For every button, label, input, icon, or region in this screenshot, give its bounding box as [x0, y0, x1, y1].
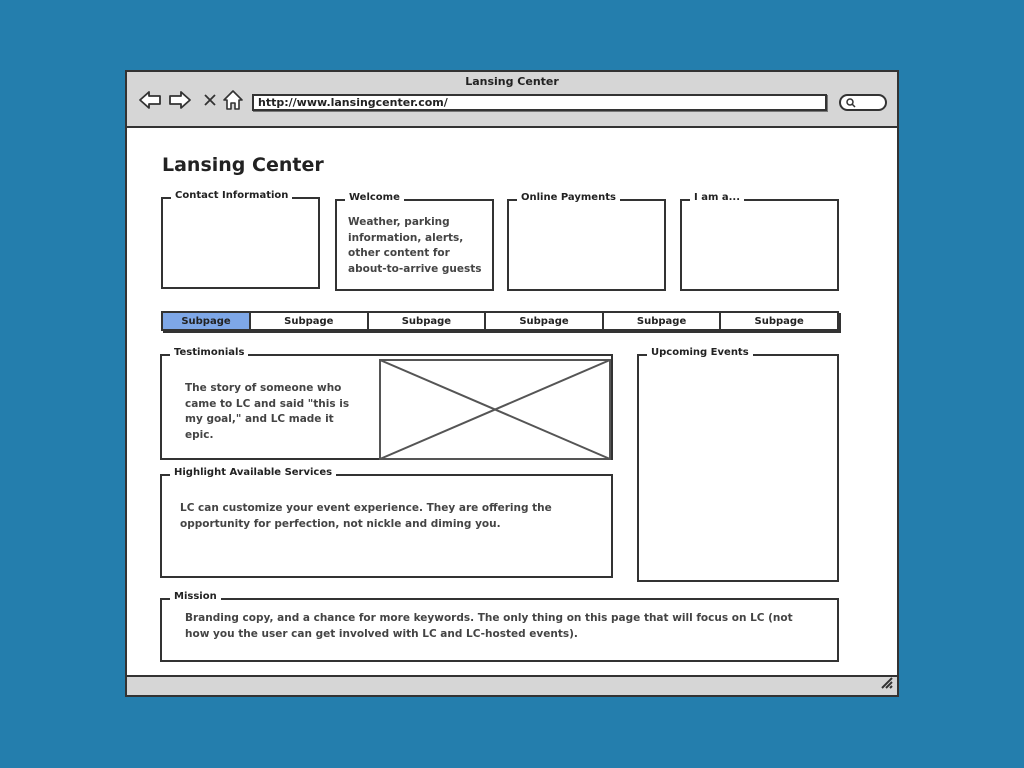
subpage-tab-bar [161, 311, 839, 331]
panel-label: Online Payments [517, 192, 620, 203]
resize-grip-icon[interactable] [879, 674, 893, 693]
panel-label: I am a... [690, 192, 744, 203]
tab-subpage-6[interactable]: Subpage [719, 313, 837, 329]
home-icon[interactable] [220, 88, 246, 112]
window-title: Lansing Center [465, 75, 559, 88]
panel-label: Testimonials [170, 347, 248, 358]
tab-subpage-4[interactable]: Subpage [484, 313, 602, 329]
tab-subpage-5[interactable]: Subpage [602, 313, 720, 329]
panel-label: Upcoming Events [647, 347, 753, 358]
image-placeholder [379, 359, 611, 460]
contact-information-panel [161, 190, 320, 289]
browser-window [125, 70, 899, 697]
panel-label: Contact Information [171, 190, 292, 201]
browser-search-box[interactable] [839, 94, 887, 111]
upcoming-events-panel [637, 347, 839, 582]
mission-panel [160, 591, 839, 662]
page-title: Lansing Center [162, 154, 324, 176]
mission-text: Branding copy, and a chance for more keywords. The only thing on this page that will focus on LC (not how you the user can get involved with LC and LC-hosted events). [185, 612, 793, 640]
address-bar[interactable]: http://www.lansingcenter.com/ [252, 94, 827, 111]
tab-subpage-1[interactable]: Subpage [163, 313, 249, 329]
welcome-text: Weather, parking information, alerts, other content for about-to-arrive guests [348, 216, 482, 275]
search-icon [846, 93, 856, 112]
browser-titlebar [127, 72, 897, 128]
tab-subpage-2[interactable]: Subpage [249, 313, 367, 329]
back-arrow-icon[interactable] [137, 88, 163, 112]
testimonials-text: The story of someone who came to LC and said "this is my goal," and LC made it epic. [185, 382, 350, 441]
panel-label: Mission [170, 591, 221, 602]
welcome-panel [335, 192, 494, 291]
panel-label: Highlight Available Services [170, 467, 336, 478]
i-am-a-panel [680, 192, 839, 291]
tab-subpage-3[interactable]: Subpage [367, 313, 485, 329]
services-panel [160, 467, 613, 578]
panel-label: Welcome [345, 192, 404, 203]
services-text: LC can customize your event experience. They are offering the opportunity for perfection, not nickle and diming you. [180, 502, 552, 530]
online-payments-panel [507, 192, 666, 291]
forward-arrow-icon[interactable] [167, 88, 193, 112]
browser-status-bar [127, 675, 897, 695]
